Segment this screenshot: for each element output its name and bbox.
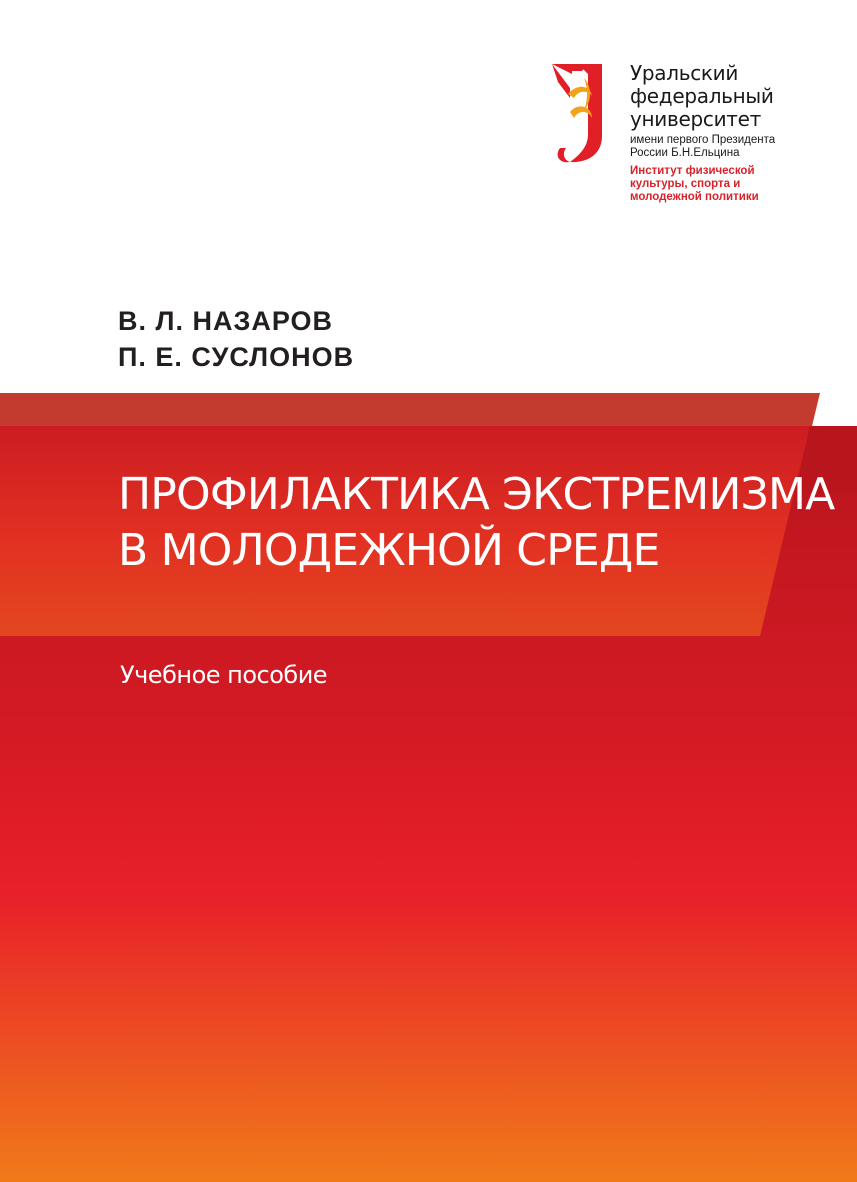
university-name-block [630,62,850,204]
ural-university-emblem-icon [548,62,624,166]
university-logo [548,62,848,222]
institute-name-line: культуры, спорта и [630,178,741,190]
institute-name-line: молодежной политики [630,191,759,203]
book-title [118,467,835,579]
university-name-line: Уральский [630,61,739,85]
author-name: В. Л. НАЗАРОВ [118,306,334,336]
top-band [0,393,820,426]
university-dedication-line: России Б.Н.Ельцина [630,147,740,159]
book-title-line: ПРОФИЛАКТИКА ЭКСТРЕМИЗМА [118,469,835,520]
university-name-line: федеральный [630,84,774,108]
book-title-line: В МОЛОДЕЖНОЙ СРЕДЕ [118,525,660,576]
authors [118,303,354,375]
institute-name-line: Институт физической [630,165,755,177]
author-name: П. Е. СУСЛОНОВ [118,342,355,372]
university-dedication-line: имени первого Президента [630,134,776,146]
book-subtitle: Учебное пособие [120,661,328,689]
university-name-line: университет [630,107,761,131]
